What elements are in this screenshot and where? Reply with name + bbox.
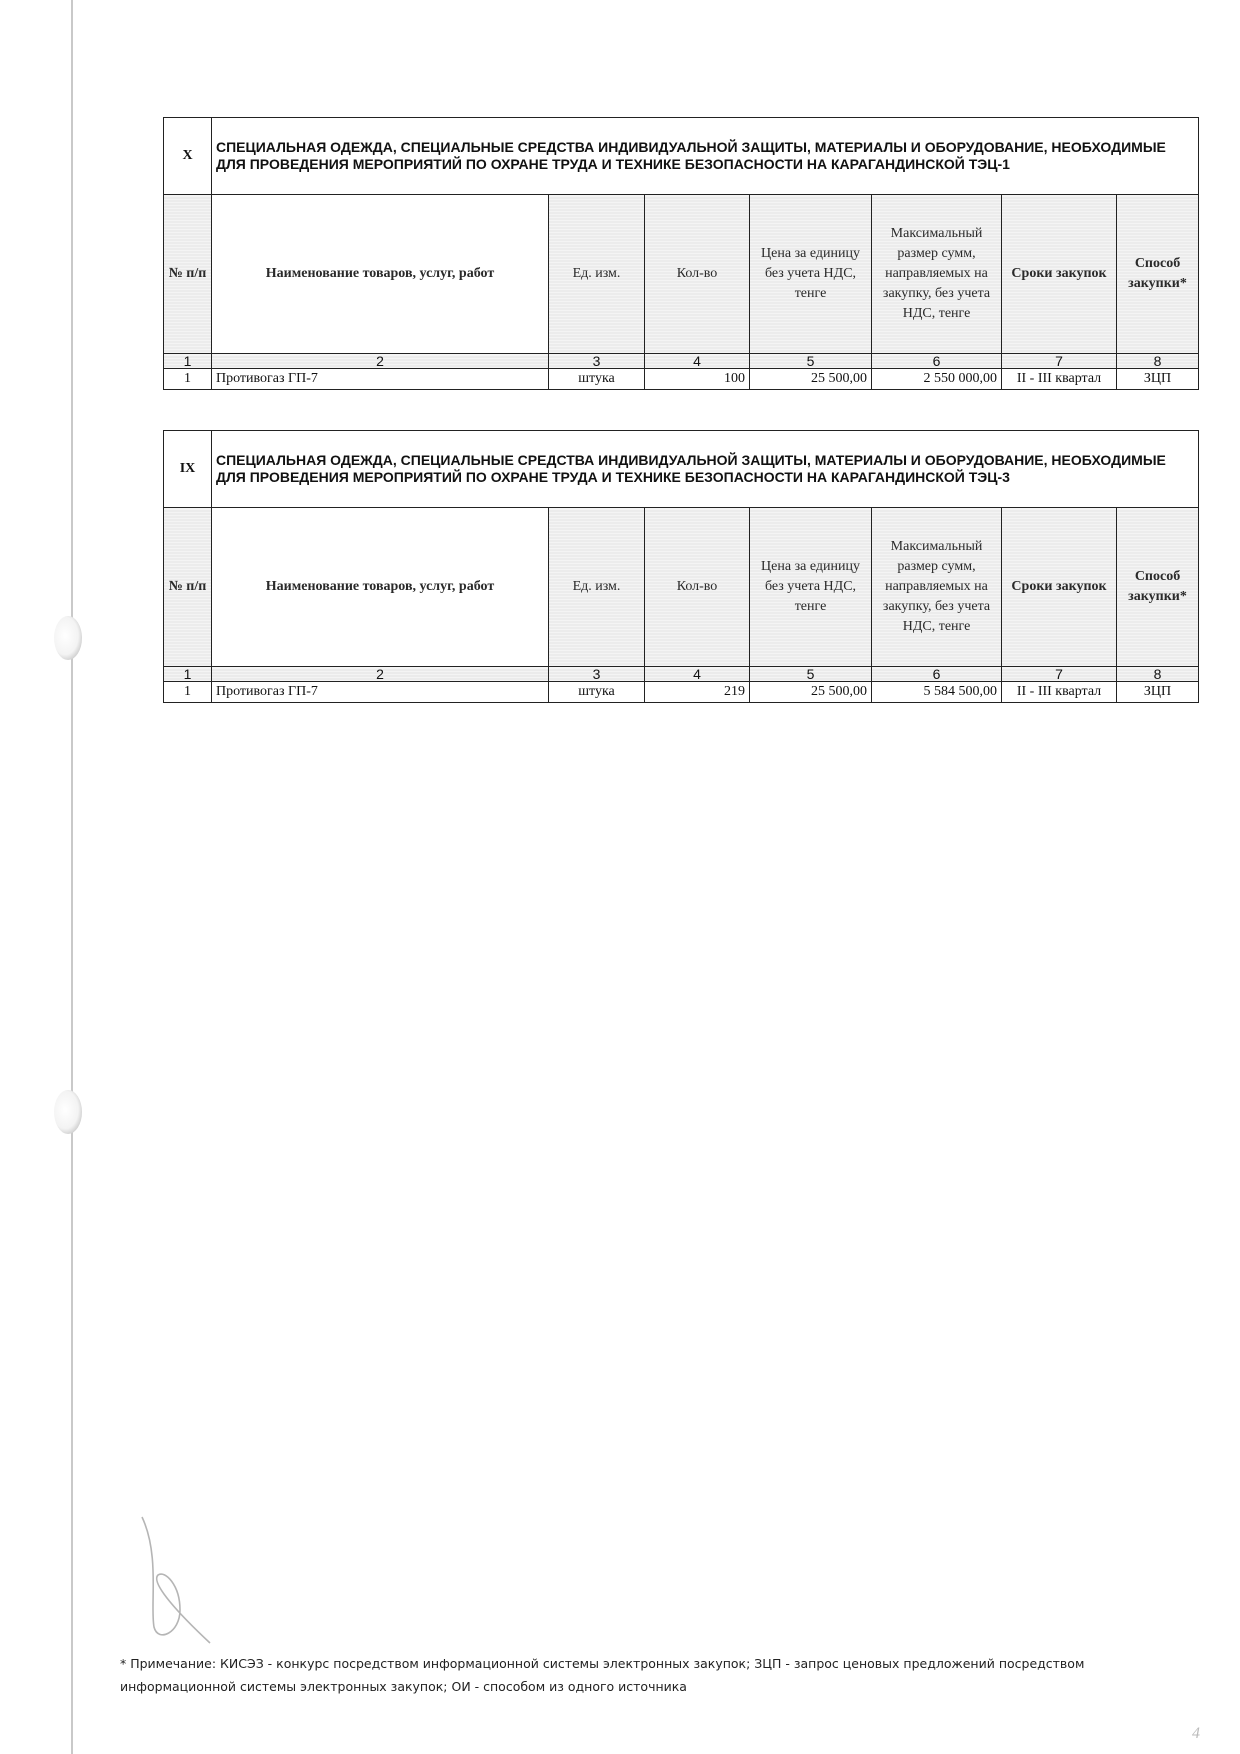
- row-price: 25 500,00: [750, 682, 872, 703]
- column-number: 1: [164, 354, 212, 369]
- section-number: IX: [164, 431, 212, 508]
- header-name: Наименование товаров, услуг, работ: [212, 195, 549, 354]
- column-number: 2: [212, 354, 549, 369]
- header-method: Способ закупки*: [1117, 195, 1199, 354]
- row-price: 25 500,00: [750, 369, 872, 390]
- row-method: ЗЦП: [1117, 369, 1199, 390]
- header-qty: Кол-во: [645, 195, 750, 354]
- header-price: Цена за единицу без учета НДС, тенге: [750, 195, 872, 354]
- row-name: Противогаз ГП-7: [212, 369, 549, 390]
- section-title: СПЕЦИАЛЬНАЯ ОДЕЖДА, СПЕЦИАЛЬНЫЕ СРЕДСТВА ИНДИВИДУАЛЬНОЙ ЗАЩИТЫ, МАТЕРИАЛЫ И ОБОРУДОВАНИЕ, НЕОБХОДИМЫЕ ДЛЯ ПРОВЕДЕНИЯ МЕРОПРИЯТИЙ ПО ОХРАНЕ ТРУДА И ТЕХНИКЕ БЕЗОПАСНОСТИ НА КАРАГАНДИНСКОЙ ТЭЦ-1: [212, 118, 1199, 195]
- table-row: [164, 369, 1199, 390]
- header-num: № п/п: [164, 195, 212, 354]
- binding-margin-line: [71, 0, 73, 1754]
- header-unit: Ед. изм.: [549, 195, 645, 354]
- section-title-row: [164, 431, 1199, 508]
- column-number: 7: [1002, 667, 1117, 682]
- row-name: Противогаз ГП-7: [212, 682, 549, 703]
- row-period: II - III квартал: [1002, 369, 1117, 390]
- header-price: Цена за единицу без учета НДС, тенге: [750, 508, 872, 667]
- column-number: 3: [549, 667, 645, 682]
- section-title-row: [164, 118, 1199, 195]
- column-number: 3: [549, 354, 645, 369]
- column-number: 1: [164, 667, 212, 682]
- header-unit: Ед. изм.: [549, 508, 645, 667]
- header-total: Максимальный размер сумм, направляемых на закупку, без учета НДС, тенге: [872, 195, 1002, 354]
- column-number: 5: [750, 354, 872, 369]
- column-number: 4: [645, 667, 750, 682]
- header-qty: Кол-во: [645, 508, 750, 667]
- header-row: [164, 508, 1199, 667]
- footnote: * Примечание: КИСЭЗ - конкурс посредством информационной системы электронных закупок; ЗЦП - запрос ценовых предложений посредством информационной системы электронных закупок; ОИ - способом из одного источника: [120, 1656, 1085, 1694]
- punch-hole: [54, 1090, 82, 1134]
- header-total: Максимальный размер сумм, направляемых на закупку, без учета НДС, тенге: [872, 508, 1002, 667]
- handwritten-signature: [140, 1515, 230, 1645]
- row-qty: 219: [645, 682, 750, 703]
- column-number-row: [164, 667, 1199, 682]
- column-number: 8: [1117, 667, 1199, 682]
- row-total: 5 584 500,00: [872, 682, 1002, 703]
- header-row: [164, 195, 1199, 354]
- procurement-section-2: [163, 430, 1198, 703]
- row-unit: штука: [549, 369, 645, 390]
- row-method: ЗЦП: [1117, 682, 1199, 703]
- column-number-row: [164, 354, 1199, 369]
- row-total: 2 550 000,00: [872, 369, 1002, 390]
- column-number: 6: [872, 354, 1002, 369]
- procurement-section-1: [163, 117, 1198, 390]
- header-name: Наименование товаров, услуг, работ: [212, 508, 549, 667]
- row-qty: 100: [645, 369, 750, 390]
- section-title: СПЕЦИАЛЬНАЯ ОДЕЖДА, СПЕЦИАЛЬНЫЕ СРЕДСТВА ИНДИВИДУАЛЬНОЙ ЗАЩИТЫ, МАТЕРИАЛЫ И ОБОРУДОВАНИЕ, НЕОБХОДИМЫЕ ДЛЯ ПРОВЕДЕНИЯ МЕРОПРИЯТИЙ ПО ОХРАНЕ ТРУДА И ТЕХНИКЕ БЕЗОПАСНОСТИ НА КАРАГАНДИНСКОЙ ТЭЦ-3: [212, 431, 1199, 508]
- row-num: 1: [164, 682, 212, 703]
- column-number: 2: [212, 667, 549, 682]
- column-number: 4: [645, 354, 750, 369]
- row-unit: штука: [549, 682, 645, 703]
- column-number: 8: [1117, 354, 1199, 369]
- section-number: X: [164, 118, 212, 195]
- row-num: 1: [164, 369, 212, 390]
- header-period: Сроки закупок: [1002, 508, 1117, 667]
- row-period: II - III квартал: [1002, 682, 1117, 703]
- procurement-table: [163, 117, 1199, 390]
- header-method: Способ закупки*: [1117, 508, 1199, 667]
- column-number: 6: [872, 667, 1002, 682]
- procurement-table: [163, 430, 1199, 703]
- header-period: Сроки закупок: [1002, 195, 1117, 354]
- header-num: № п/п: [164, 508, 212, 667]
- table-row: [164, 682, 1199, 703]
- punch-hole: [54, 616, 82, 660]
- column-number: 5: [750, 667, 872, 682]
- column-number: 7: [1002, 354, 1117, 369]
- page-mark: 4: [1192, 1725, 1200, 1742]
